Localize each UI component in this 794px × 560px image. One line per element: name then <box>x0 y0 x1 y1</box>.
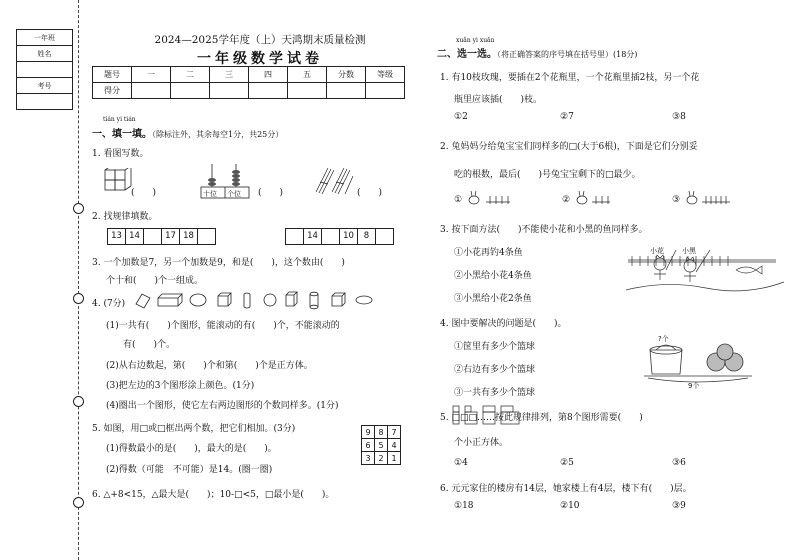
binding-hole <box>73 497 84 508</box>
q1-blank[interactable]: ( ) <box>131 188 157 198</box>
grid-cell[interactable]: 2 <box>375 452 388 465</box>
class-cell[interactable]: 一年班 <box>17 30 73 46</box>
s2-q6-text: 6. 元元家住的楼房有14层，她家楼上有4层，楼下有( )层。 <box>440 484 692 494</box>
seq-cell: 18 <box>179 228 198 245</box>
total-count-label: 9个 <box>688 382 700 390</box>
q4-1-text: (1)一共有( )个图形，能滚动的有( )个，不能滚动的 <box>106 321 340 331</box>
s2-q4-text: 4. 图中要解决的问题是( )。 <box>440 319 567 329</box>
name-cell[interactable]: 姓名 <box>17 46 73 62</box>
sticks-bundle-icon <box>312 164 356 196</box>
score-cell[interactable] <box>366 83 405 99</box>
abacus-icon <box>200 160 250 200</box>
q3-text-cont: 个十和( )个一组成。 <box>106 276 204 286</box>
q5-1-text: (1)得数最小的是( )，最大的是( )。 <box>106 444 277 454</box>
exam-title: 一年级数学试卷 <box>197 51 323 67</box>
grid-cell[interactable]: 7 <box>388 426 401 439</box>
grid-cell[interactable]: 3 <box>362 452 375 465</box>
rabbit-carrot-icon <box>574 190 614 206</box>
grid-cell[interactable]: 5 <box>375 439 388 452</box>
seq-cell: 14 <box>303 228 322 245</box>
grid-cell[interactable]: 1 <box>388 452 401 465</box>
s2-q6-option[interactable]: ①18 <box>454 501 474 511</box>
q3-text: 3. 一个加数是7，另一个加数是9，和是( )，这个数由( ) <box>92 258 345 268</box>
seq-cell-blank[interactable] <box>375 228 394 245</box>
seq-cell: 14 <box>125 228 144 245</box>
binding-line <box>78 0 79 560</box>
seq-cell-blank[interactable] <box>197 228 216 245</box>
binding-hole <box>73 293 84 304</box>
blank-cell[interactable] <box>17 94 73 110</box>
q2-text: 2. 找规律填数。 <box>92 212 158 222</box>
q4-text: 4. (7分) <box>92 299 126 309</box>
s2-q2-text: 2. 兔妈妈分给兔宝宝们同样多的□(大于6根)，下面是它们分别妥 <box>440 142 698 152</box>
section1-title: 一、填一填。 <box>92 129 152 140</box>
exam-number-cell[interactable]: 考号 <box>17 78 73 94</box>
s2-q5-option[interactable]: ②5 <box>560 458 574 468</box>
s2-q2-option[interactable]: ③ <box>672 195 681 205</box>
s2-q5-option[interactable]: ③6 <box>672 458 686 468</box>
s2-q4-option[interactable]: ③一共有多少个篮球 <box>454 388 536 398</box>
abacus-ones-label: 个位 <box>227 190 241 198</box>
student-info-table <box>16 29 73 110</box>
ball-shape-icon <box>190 294 206 306</box>
number-grid <box>361 425 401 465</box>
score-header: 等级 <box>366 67 405 83</box>
s2-q6-option[interactable]: ②10 <box>560 501 580 511</box>
cube-shape-icon <box>332 293 345 306</box>
section1-note: （除标注外，其余每空1分，共25分） <box>152 130 284 139</box>
q1-text: 1. 看图写数。 <box>92 149 149 159</box>
q1-blank[interactable]: ( ) <box>258 188 284 198</box>
s2-q3-option[interactable]: ③小黑给小花2条鱼 <box>454 294 532 304</box>
section1-pinyin: tián yi tián <box>103 116 136 123</box>
seq-cell-blank[interactable] <box>285 228 304 245</box>
cat-label-xiaohua: 小花 <box>650 247 664 255</box>
score-table <box>92 66 405 99</box>
cylinder-shape-icon <box>356 296 372 304</box>
basketball-basket-illustration <box>640 330 760 390</box>
fishing-cats-illustration <box>626 240 786 302</box>
seq-cell: 13 <box>107 228 126 245</box>
score-cell[interactable] <box>327 83 366 99</box>
section2-title: 二、选一选。 <box>437 49 497 60</box>
score-cell[interactable] <box>210 83 249 99</box>
q4-2-text: (2)从右边数起，第( )个和第( )个是正方体。 <box>106 361 313 371</box>
sequence-1 <box>108 228 216 245</box>
score-header: 题号 <box>93 67 132 83</box>
ball-shape-icon <box>264 294 276 306</box>
grid-cell[interactable]: 8 <box>375 426 388 439</box>
cube-shape-icon <box>136 294 150 308</box>
s2-q5-text-cont: 个小正方体。 <box>454 438 509 448</box>
sequence-2 <box>286 228 394 245</box>
score-header: 分数 <box>327 67 366 83</box>
s2-q4-option[interactable]: ②右边有多少个篮球 <box>454 365 536 375</box>
seq-cell: 10 <box>339 228 358 245</box>
cylinder-shape-icon <box>244 293 250 308</box>
binding-hole <box>73 396 84 407</box>
s2-q1-text: 1. 有10枝玫瑰，要插在2个花瓶里，一个花瓶里插2枝，另一个花 <box>440 73 700 83</box>
s2-q3-option[interactable]: ②小黑给小花4条鱼 <box>454 271 532 281</box>
cube-shape-icon <box>218 293 231 306</box>
grid-cell[interactable]: 4 <box>388 439 401 452</box>
q4-1-text-cont: 有( )个。 <box>123 340 176 350</box>
s2-q1-text-cont: 瓶里应该插( )枝。 <box>454 95 543 105</box>
basket-unknown-label: ?个 <box>658 335 669 343</box>
binding-hole <box>73 203 84 214</box>
s2-q2-option[interactable]: ② <box>562 195 571 205</box>
q1-blank[interactable]: ( ) <box>357 188 383 198</box>
exam-subtitle: 2024—2025学年度（上）天鸿期末质量检测 <box>154 34 366 46</box>
grid-cell[interactable]: 6 <box>362 439 375 452</box>
score-cell[interactable] <box>132 83 171 99</box>
s2-q4-option[interactable]: ①筐里有多少个篮球 <box>454 342 536 352</box>
s2-q1-option[interactable]: ③8 <box>672 112 686 122</box>
q5-2-text: (2)得数（可能 不可能）是14。(圈一圈) <box>106 465 273 475</box>
rabbit-carrot-icon <box>684 190 732 206</box>
s2-q1-option[interactable]: ①2 <box>454 112 468 122</box>
seq-cell: 8 <box>357 228 376 245</box>
seq-cell: 17 <box>161 228 180 245</box>
s2-q3-text: 3. 按下面方法( )不能使小花和小黑的鱼同样多。 <box>440 225 648 235</box>
s2-q5-option[interactable]: ①4 <box>454 458 468 468</box>
s2-q2-option[interactable]: ① <box>454 195 463 205</box>
score-header: 三 <box>210 67 249 83</box>
seq-cell-blank[interactable] <box>321 228 340 245</box>
rabbit-carrot-icon <box>466 190 516 206</box>
score-header: 一 <box>132 67 171 83</box>
s2-q1-option[interactable]: ②7 <box>560 112 574 122</box>
score-header: 二 <box>171 67 210 83</box>
score-cell[interactable] <box>171 83 210 99</box>
grid-cell[interactable]: 9 <box>362 426 375 439</box>
score-cell[interactable] <box>288 83 327 99</box>
q4-4-text: (4)圈出一个图形，使它左右两边图形的个数同样多。(1分) <box>106 401 339 411</box>
score-header: 五 <box>288 67 327 83</box>
cuboid-shape-icon <box>286 292 297 306</box>
solid-shapes-row <box>132 290 382 310</box>
s2-q3-option[interactable]: ①小花再钓4条鱼 <box>454 248 523 258</box>
s2-q6-option[interactable]: ③9 <box>672 501 686 511</box>
blank-cell[interactable] <box>17 62 73 78</box>
s2-q5-text: 5. □□□……按此规律排列，第8个图形需要( ) <box>440 413 643 423</box>
s2-q2-text-cont: 吃的根数，最后( )号兔宝宝剩下的□最少。 <box>454 170 641 180</box>
score-row-label: 得分 <box>93 83 132 99</box>
cuboid-shape-icon <box>158 294 182 306</box>
q5-text: 5. 如图，用□或□框出两个数，把它们相加。(3分) <box>92 424 296 434</box>
seq-cell-blank[interactable] <box>143 228 162 245</box>
q6-text: 6. △+8<15，△最大是( )；10-□<5，□最小是( )。 <box>92 490 335 500</box>
q4-3-text: (3)把左边的3个图形涂上颜色。(1分) <box>106 381 255 391</box>
cat-label-xiaohei: 小黑 <box>682 247 696 255</box>
score-header: 四 <box>249 67 288 83</box>
abacus-tens-label: 十位 <box>203 190 217 198</box>
score-cell[interactable] <box>249 83 288 99</box>
section2-pinyin: xuǎn yi xuǎn <box>456 37 495 44</box>
section2-note: （将正确答案的序号填在括号里）(18分) <box>497 50 638 59</box>
